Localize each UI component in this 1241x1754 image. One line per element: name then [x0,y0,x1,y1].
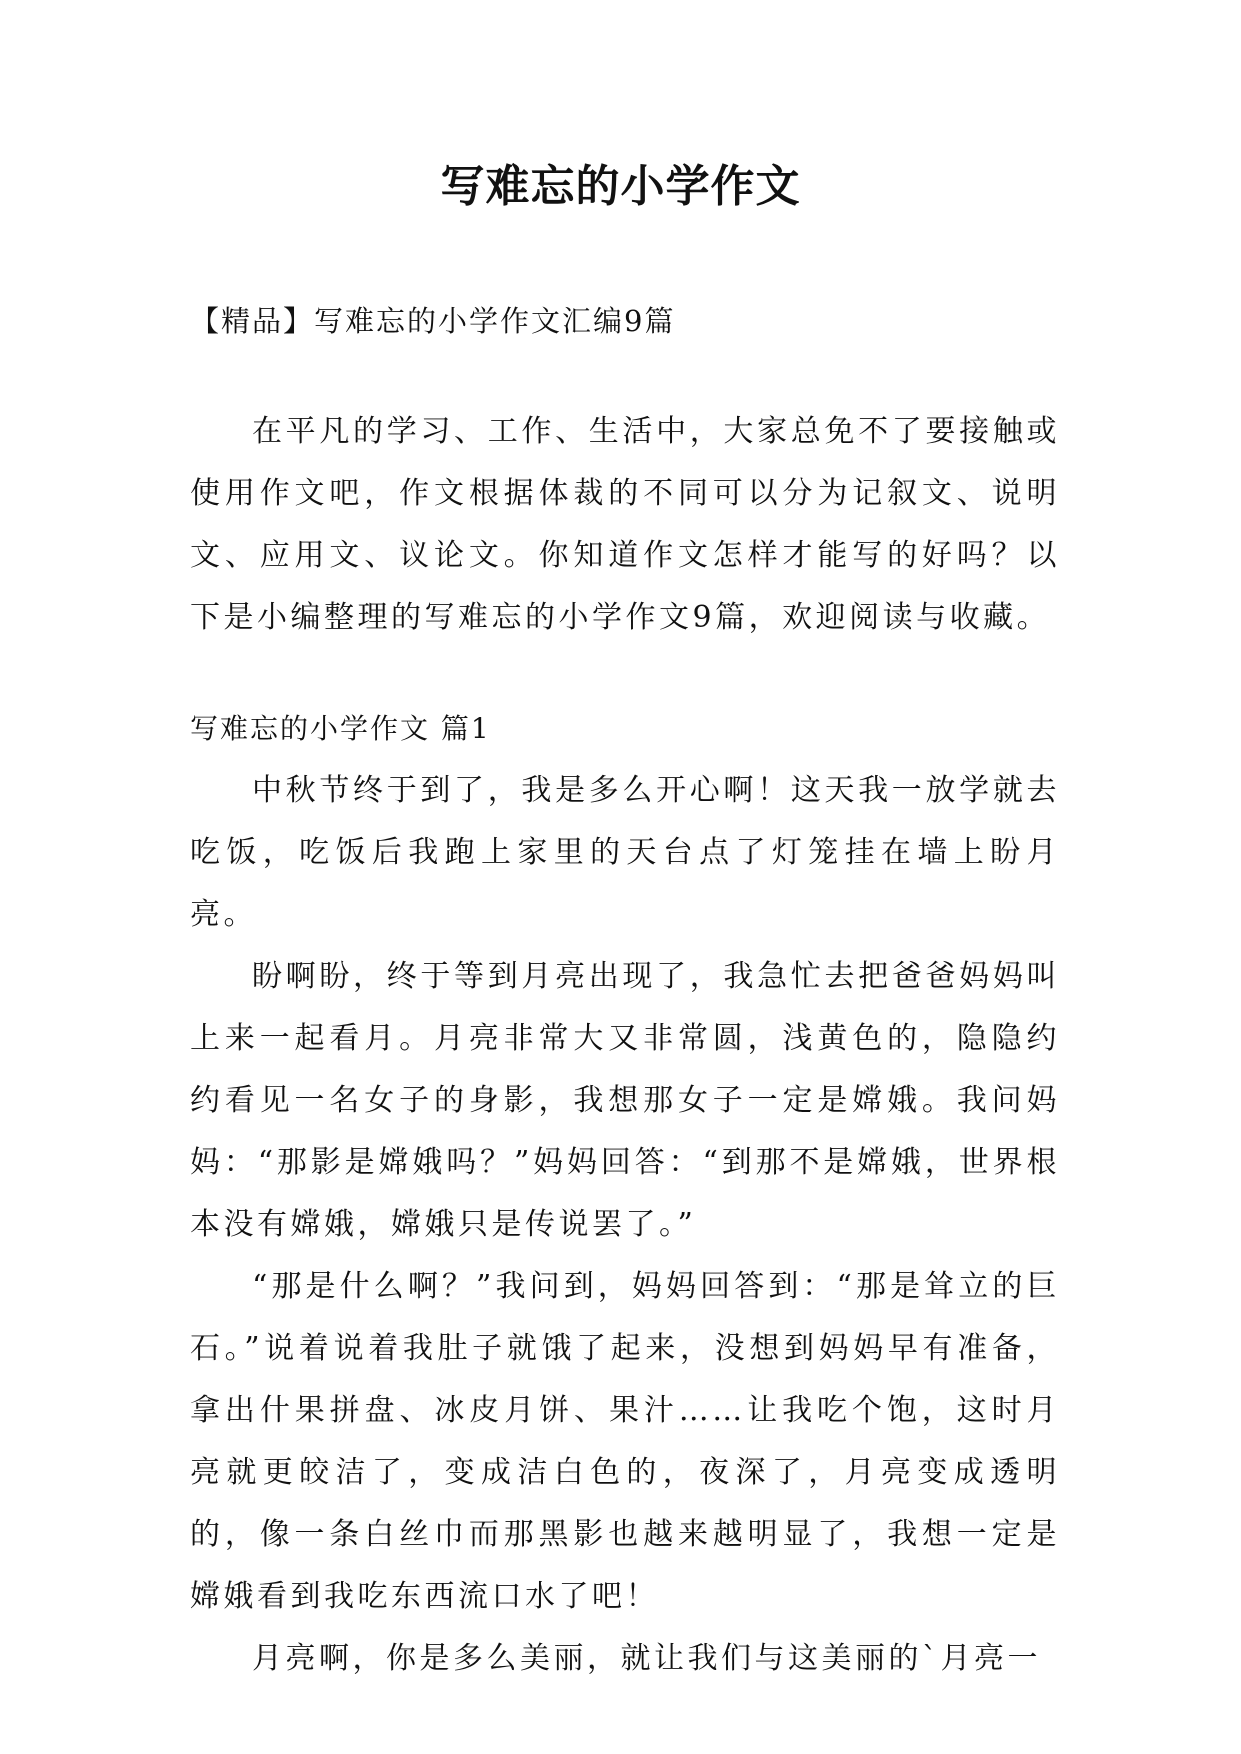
body-paragraph: 盼啊盼，终于等到月亮出现了，我急忙去把爸爸妈妈叫上来一起看月。月亮非常大又非常圆，浅黄色的，隐隐约约看见一名女子的身影，我想那女子一定是嫦娥。我问妈妈：“那影是嫦娥吗？”妈妈回答：“到那不是嫦娥，世界根本没有嫦娥，嫦娥只是传说罢了。” [190,959,1060,1242]
document-title: 写难忘的小学作文 [440,161,801,212]
body-paragraph: 月亮啊，你是多么美丽，就让我们与这美丽的`月亮一 [252,1641,1041,1676]
document-body [190,290,1060,1690]
section-heading: 写难忘的小学作文 篇1 [190,712,491,745]
intro-paragraph: 在平凡的学习、工作、生活中，大家总免不了要接触或使用作文吧，作文根据体裁的不同可以分为记叙文、说明文、应用文、议论文。你知道作文怎样才能写的好吗？以下是小编整理的写难忘的小学作文9篇，欢迎阅读与收藏。 [190,414,1060,635]
body-paragraph: 中秋节终于到了，我是多么开心啊！这天我一放学就去吃饭，吃饭后我跑上家里的天台点了灯笼挂在墙上盼月亮。 [190,773,1060,932]
body-paragraph: “那是什么啊？”我问到，妈妈回答到：“那是耸立的巨石。”说着说着我肚子就饿了起来，没想到妈妈早有准备，拿出什果拼盘、冰皮月饼、果汁……让我吃个饱，这时月亮就更皎洁了，变成洁白色的，夜深了，月亮变成透明的，像一条白丝巾而那黑影也越来越明显了，我想一定是嫦娥看到我吃东西流口水了吧！ [190,1269,1060,1614]
document-subtitle: 【精品】写难忘的小学作文汇编9篇 [190,304,676,338]
